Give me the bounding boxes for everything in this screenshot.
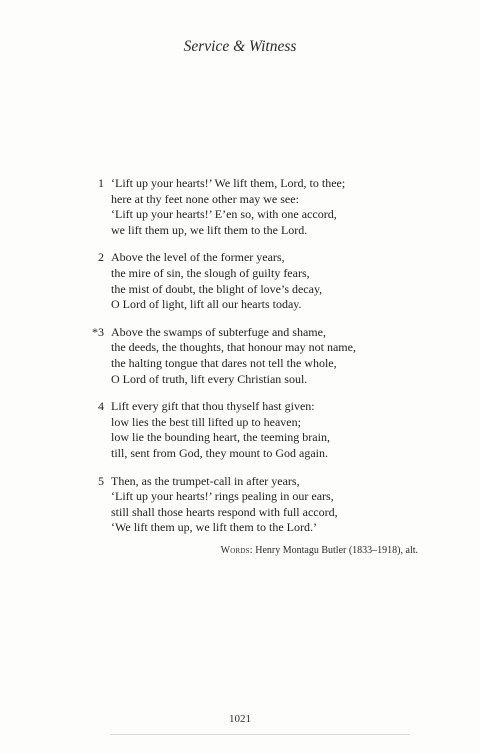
section-title: Service & Witness — [183, 38, 297, 55]
verse-line: ‘We lift them up, we lift them to the Lord.’ — [111, 520, 317, 535]
verse-number: 5 — [98, 473, 104, 488]
verse-line: we lift them up, we lift them to the Lord. — [111, 222, 308, 237]
verse-number: *3 — [92, 324, 104, 339]
verse-line: low lies the best till lifted up to heaven; — [111, 414, 301, 429]
verse-line: low lie the bounding heart, the teeming brain, — [111, 430, 330, 445]
page-number: 1021 — [229, 713, 251, 725]
verse-lines — [111, 474, 424, 536]
verse-line: O Lord of truth, lift every Christian soul. — [111, 371, 308, 386]
verse — [84, 176, 424, 238]
verse-line: till, sent from God, they mount to God again. — [111, 445, 328, 460]
verse-line: ‘Lift up your hearts!’ E’en so, with one accord, — [111, 207, 337, 222]
verse-number: 2 — [98, 250, 104, 265]
verse-line: Lift every gift that thou thyself hast given: — [111, 399, 315, 414]
verse-lines — [111, 176, 424, 238]
verse-line: Above the swamps of subterfuge and shame, — [111, 324, 326, 339]
credit-text: Henry Montagu Butler (1833–1918), alt. — [255, 545, 418, 556]
verse-line: Then, as the trumpet-call in after years, — [111, 473, 300, 488]
hymn-text — [84, 176, 424, 548]
verse-number: 1 — [98, 176, 104, 190]
verse-line: the halting tongue that dares not tell the whole, — [111, 355, 337, 370]
verse-line: the mist of doubt, the blight of love’s decay, — [111, 281, 323, 296]
verse-line: ‘Lift up your hearts!’ rings pealing in our ears, — [111, 489, 334, 504]
verse-lines — [111, 325, 424, 387]
verse-number: 4 — [98, 399, 104, 414]
verse-line: Above the level of the former years, — [111, 250, 285, 265]
words-credit — [221, 545, 418, 556]
verse-line: O Lord of light, lift all our hearts today. — [111, 297, 302, 312]
credit-label: Words: — [220, 545, 253, 556]
bottom-rule — [110, 734, 410, 735]
verse-line: ‘Lift up your hearts!’ We lift them, Lord, to thee; — [111, 176, 346, 190]
verse — [84, 474, 424, 536]
verse-line: the deeds, the thoughts, that honour may not name, — [111, 340, 356, 355]
verse — [84, 399, 424, 461]
verse — [84, 325, 424, 387]
verse-lines — [111, 250, 424, 312]
verse-line: still shall those hearts respond with full accord, — [111, 504, 338, 519]
verse-line: the mire of sin, the slough of guilty fears, — [111, 265, 310, 280]
verse-lines — [111, 399, 424, 461]
verse-line: here at thy feet none other may we see: — [111, 191, 299, 206]
verse — [84, 250, 424, 312]
